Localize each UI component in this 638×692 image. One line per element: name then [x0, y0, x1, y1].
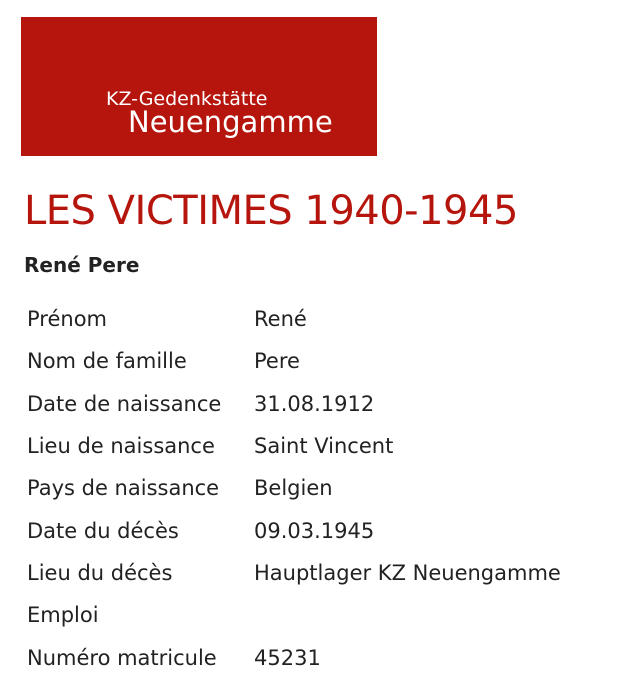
memorial-logo[interactable] [21, 17, 377, 156]
detail-label: Lieu du décès [27, 560, 173, 585]
detail-row-prisoner-number [24, 636, 624, 678]
detail-row-birth-country [24, 467, 624, 509]
detail-label: Nom de famille [27, 349, 187, 374]
detail-value: 45231 [254, 645, 321, 670]
victim-details-table [24, 298, 624, 679]
detail-label: Emploi [27, 603, 99, 628]
detail-value: Pere [254, 349, 300, 374]
detail-label: Numéro matricule [27, 645, 217, 670]
detail-label: Lieu de naissance [27, 434, 215, 459]
detail-row-birth-place [24, 425, 624, 467]
detail-row-death-date [24, 509, 624, 551]
detail-value: René [254, 307, 307, 332]
detail-value: 09.03.1945 [254, 518, 375, 543]
detail-row-death-place [24, 552, 624, 594]
detail-value: Belgien [254, 476, 333, 501]
detail-label: Pays de naissance [27, 476, 220, 501]
logo-line-1: KZ-Gedenkstätte [106, 88, 268, 110]
detail-label: Date de naissance [27, 391, 222, 416]
detail-row-occupation [24, 594, 624, 636]
detail-value: Saint Vincent [254, 434, 394, 459]
detail-value: Hauptlager KZ Neuengamme [254, 560, 561, 585]
person-name: René Pere [24, 253, 140, 277]
detail-label: Date du décès [27, 518, 179, 543]
detail-value: 31.08.1912 [254, 391, 375, 416]
detail-row-first-name [24, 298, 624, 340]
logo-line-2: Neuengamme [128, 105, 333, 139]
page-title: LES VICTIMES 1940-1945 [24, 188, 518, 234]
detail-row-birth-date [24, 383, 624, 425]
detail-label: Prénom [27, 307, 108, 332]
detail-row-last-name [24, 340, 624, 382]
